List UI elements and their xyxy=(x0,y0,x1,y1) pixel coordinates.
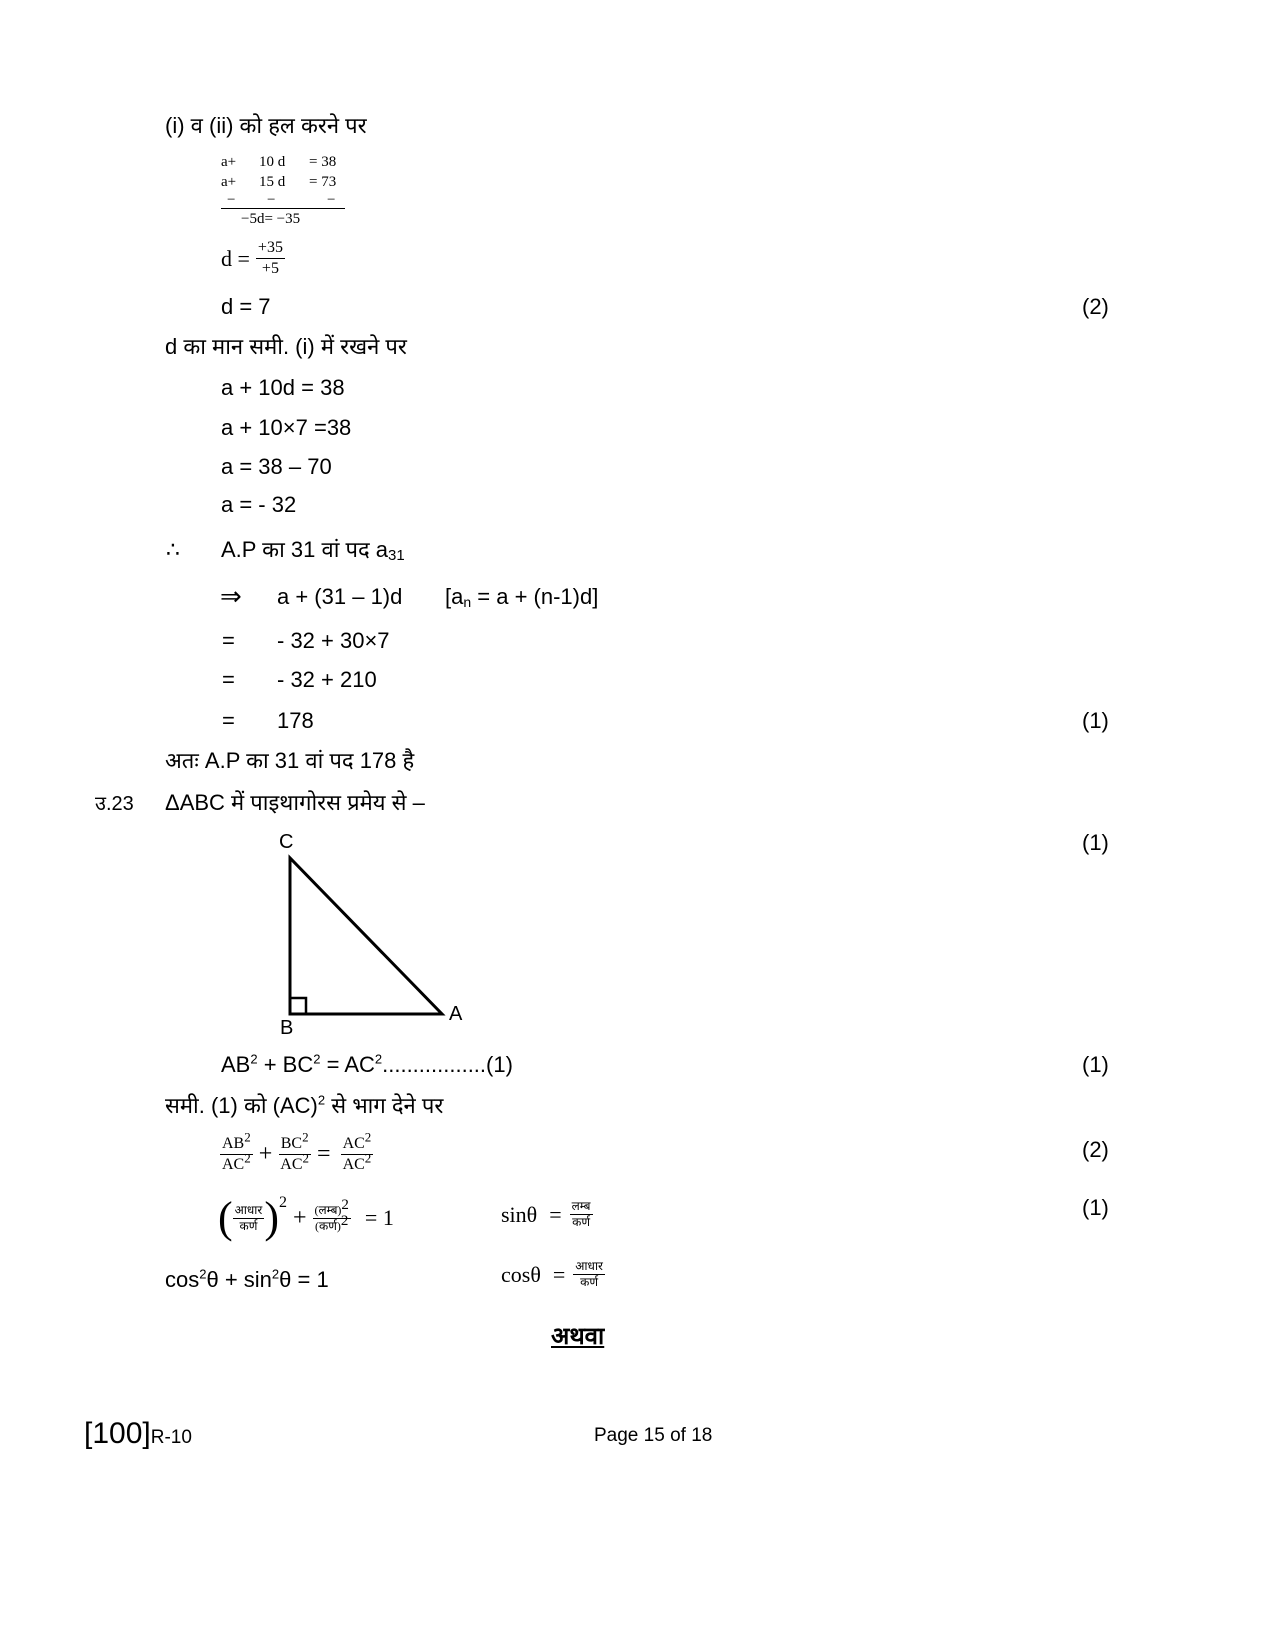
eq2-r: = 73 xyxy=(309,174,337,190)
perp-exp: 2 xyxy=(341,1196,349,1213)
eq-sign-2: = xyxy=(222,667,235,692)
sin-definition xyxy=(501,1199,593,1230)
cos-den: कर्ण xyxy=(580,1275,599,1289)
formula-expression: a + (31 – 1)d xyxy=(277,584,403,609)
or-heading: अथवा xyxy=(551,1323,605,1350)
pyth-bc: + BC xyxy=(257,1052,314,1077)
d-fraction xyxy=(256,238,285,279)
a-step-1: a + 10d = 38 xyxy=(221,375,345,400)
ratio-equation xyxy=(218,1193,394,1242)
eq1-r: = 38 xyxy=(309,154,337,170)
plus-sign: + xyxy=(258,1141,273,1167)
hyp-exp: 2 xyxy=(340,1212,349,1229)
pythagoras-equation xyxy=(221,1052,513,1078)
cos-definition xyxy=(501,1259,605,1290)
pyth-tail: .................(1) xyxy=(382,1052,513,1077)
marks-figure: (1) xyxy=(1082,830,1109,855)
footer-code-sub: R-10 xyxy=(150,1427,192,1448)
id-mid: θ + sin xyxy=(206,1267,272,1292)
frac-ab-text: AB xyxy=(222,1135,245,1152)
d-den: +5 xyxy=(261,260,279,277)
gen-sub: n xyxy=(463,594,472,610)
marks-calc: (1) xyxy=(1082,708,1109,733)
frac-perp-hyp xyxy=(313,1196,351,1234)
ratio-exp-1: 2 xyxy=(278,1194,287,1211)
ratio-plus: + xyxy=(292,1204,307,1231)
pyth-exp-3: 2 xyxy=(374,1051,383,1067)
frac-ac-text-2: AC xyxy=(280,1156,303,1173)
cos-fraction xyxy=(573,1259,605,1290)
gen-pre: [a xyxy=(445,584,464,609)
eq-row-signs xyxy=(221,192,345,209)
hyp-word-p: (कर्ण) xyxy=(315,1218,341,1233)
pyth-exp-1: 2 xyxy=(250,1051,258,1067)
calc-1: - 32 + 30×7 xyxy=(277,628,390,653)
right-angle-marker xyxy=(290,998,306,1014)
frac-ac-exp-4: 2 xyxy=(364,1150,372,1166)
triangle-abc xyxy=(290,858,442,1014)
footer-code-main: [100] xyxy=(84,1417,151,1450)
eq2-d: 15 d xyxy=(259,174,286,190)
frac-ac-ac xyxy=(341,1129,374,1175)
frac-ac-text-3: AC xyxy=(342,1135,365,1152)
conclusion-line: अतः A.P का 31 वां पद 178 है xyxy=(165,748,415,773)
eq2-a: a+ xyxy=(221,174,237,190)
frac-acac-den xyxy=(341,1150,374,1175)
cos-equals: = xyxy=(552,1261,566,1287)
eq-row-2 xyxy=(221,172,351,192)
frac-ab-ac xyxy=(220,1129,253,1175)
eq-row-1 xyxy=(221,152,351,172)
d-value: d = 7 xyxy=(221,294,271,319)
vertex-b-label: B xyxy=(280,1017,294,1039)
id-exp-2: 2 xyxy=(271,1266,280,1282)
id-exp-1: 2 xyxy=(199,1266,207,1282)
elimination-table xyxy=(221,152,351,229)
sin-num: लम्ब xyxy=(571,1199,591,1213)
frac-bc-text: BC xyxy=(280,1135,303,1152)
divide-pre: समी. (1) को (AC) xyxy=(165,1093,318,1118)
hyp-word: कर्ण xyxy=(239,1218,258,1233)
close-paren: ) xyxy=(264,1193,279,1242)
frac-ac-exp-1: 2 xyxy=(244,1150,251,1166)
pyth-ac: = AC xyxy=(320,1052,375,1077)
marks-divided: (2) xyxy=(1082,1137,1109,1162)
frac-ac-exp-3: 2 xyxy=(364,1129,372,1145)
frac-base-hyp xyxy=(233,1203,265,1234)
eq-sign-1: = xyxy=(222,628,235,653)
pyth-exp-2: 2 xyxy=(313,1051,321,1067)
divide-exp: 2 xyxy=(317,1092,326,1108)
pyth-ab: AB xyxy=(221,1052,251,1077)
sign-d: − xyxy=(267,192,276,208)
eq1-d: 10 d xyxy=(259,154,286,170)
perp-word-p: (लम्ब) xyxy=(314,1202,342,1217)
id-cos: cos xyxy=(165,1267,200,1292)
marks-ratio: (1) xyxy=(1082,1195,1109,1220)
therefore-symbol: ∴ xyxy=(166,537,180,562)
divide-post: से भाग देने पर xyxy=(325,1093,444,1118)
footer-code xyxy=(84,1417,192,1455)
a-step-4: a = - 32 xyxy=(221,492,297,517)
divided-equation xyxy=(220,1129,373,1175)
d-num: +35 xyxy=(256,238,285,259)
term-31-text: A.P का 31 वां पद a xyxy=(221,537,389,562)
sin-equals: = xyxy=(549,1201,562,1227)
d-substitute-line: d का मान समी. (i) में रखने पर xyxy=(165,334,407,359)
marks-pythagoras: (1) xyxy=(1082,1052,1109,1077)
frac-ac-text-1: AC xyxy=(222,1156,245,1173)
page-number: Page 15 of 18 xyxy=(594,1425,713,1446)
vertex-c-label: C xyxy=(279,831,294,853)
d-fraction-line xyxy=(221,238,285,279)
eq1-a: a+ xyxy=(221,154,237,170)
frac-bc-ac xyxy=(278,1129,311,1175)
a-step-2: a + 10×7 =38 xyxy=(221,415,352,440)
identity-line xyxy=(165,1267,329,1293)
equals-sign: = xyxy=(317,1141,331,1167)
implies-arrow: ⇒ xyxy=(220,582,242,612)
hyp-den xyxy=(313,1212,350,1234)
eq-result: −5d= −35 xyxy=(241,211,301,227)
calc-2: - 32 + 210 xyxy=(277,667,377,692)
frac-ac-exp-2: 2 xyxy=(302,1150,310,1166)
gen-post: = a + (n-1)d] xyxy=(471,584,599,609)
frac-ac-text-4: AC xyxy=(342,1156,365,1173)
a-step-3: a = 38 – 70 xyxy=(221,454,332,479)
frac-ab-den xyxy=(220,1150,253,1175)
question-23-label: उ.23 xyxy=(95,793,134,815)
sin-den: कर्ण xyxy=(572,1215,591,1229)
eq-sign-3: = xyxy=(222,708,235,733)
sin-lhs: sinθ xyxy=(501,1201,538,1227)
open-paren: ( xyxy=(218,1193,233,1242)
frac-ab-exp: 2 xyxy=(244,1129,251,1145)
frac-bc-exp: 2 xyxy=(302,1129,309,1145)
term-31-subscript: 31 xyxy=(388,547,405,564)
frac-bc-den xyxy=(278,1150,311,1175)
marks-d: (2) xyxy=(1082,294,1109,319)
q23-heading: ΔABC में पाइथागोरस प्रमेय से – xyxy=(165,790,425,815)
d-lhs: d = xyxy=(221,245,250,271)
sign-a: − xyxy=(227,192,236,208)
sin-fraction xyxy=(570,1199,593,1230)
calc-3: 178 xyxy=(277,708,314,733)
divide-line xyxy=(165,1093,443,1119)
sign-r: − xyxy=(327,192,336,208)
id-end: θ = 1 xyxy=(279,1267,329,1292)
general-term-formula xyxy=(445,584,598,615)
base-word: आधार xyxy=(234,1202,263,1217)
equals-one: = 1 xyxy=(364,1205,394,1230)
term-31-line xyxy=(221,537,405,569)
cos-lhs: cosθ xyxy=(501,1261,541,1287)
vertex-a-label: A xyxy=(449,1003,463,1025)
solve-intro-line: (i) व (ii) को हल करने पर xyxy=(165,113,367,138)
cos-num: आधार xyxy=(575,1259,603,1273)
